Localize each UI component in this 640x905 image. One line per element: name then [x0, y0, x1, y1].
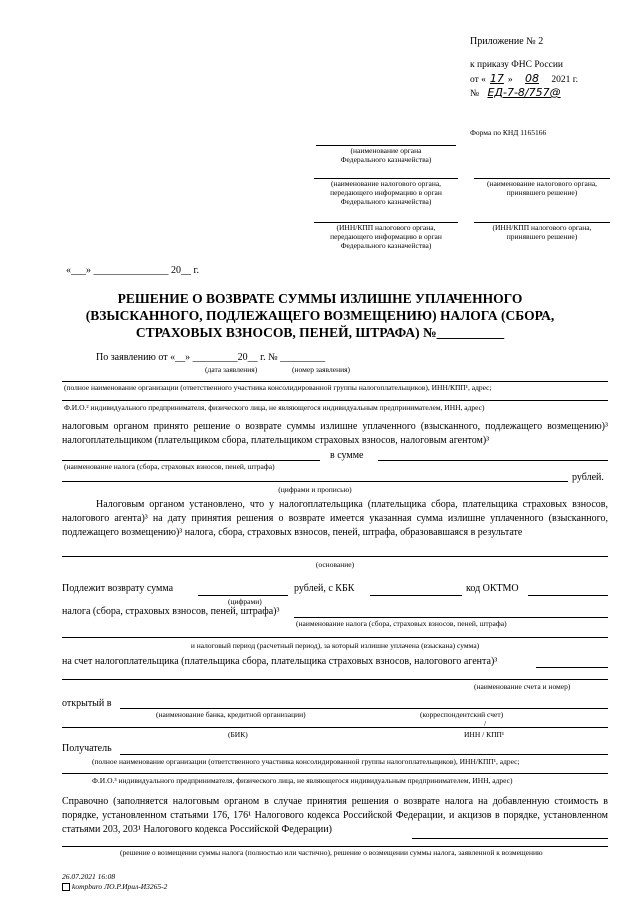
bank-caption: (наименование банка, кредитной организации) [156, 710, 306, 719]
account-line-label: на счет налогоплательщика (плательщика сбора, плательщика страховых взносов, налогового агента)³ [62, 656, 498, 667]
order-line: к приказу ФНС России [470, 60, 563, 70]
bik-caption: (БИК) [228, 730, 248, 739]
oktmo-label: код ОКТМО [466, 583, 519, 594]
tax-name-caption: (наименование налога (сбора, страховых взносов, пеней, штрафа) [64, 462, 275, 471]
period-line [62, 637, 608, 638]
slash: / [484, 719, 487, 728]
bank-line [120, 708, 608, 709]
recipient-line [120, 754, 608, 755]
digits-caption: (цифрами) [228, 597, 262, 606]
rubles-label: рублей. [572, 472, 604, 483]
decision-date: «___» _______________ 20__ г. [66, 265, 199, 276]
tax-name-caption-2: (наименование налога (сбора, страховых взносов, пеней, штрафа) [296, 619, 507, 628]
stamp-date: 26.07.2021 16:08 [62, 872, 116, 881]
digits-words-caption: (цифрами и прописью) [278, 485, 352, 494]
refund-kbk-label: рублей, с КБК [294, 583, 355, 594]
inn-decider-caption: (ИНН/КПП налогового органа, принявшего решение) [492, 223, 592, 241]
application-line: По заявлению от «__» _________20__ г. № _________ [96, 352, 326, 363]
established-paragraph: Налоговым органом установлено, что у налогоплательщика (плательщика сбора, плательщика страховых взносов, налогового агента)³ на дату принятия решения о возврате имеется указанная сумма излишне уплаченного (взысканного, подлежащего возмещению)³ налога, сбора, страховых взносов, пеней, штрафа, образовавшаяся в результате [62, 499, 608, 538]
bottom-caption: (решение о возмещении суммы налога (полностью или частично), решение о возмещении суммы налога, заявленной к возмещению [120, 848, 543, 857]
inn-kpp-caption: ИНН / КПП¹ [464, 730, 505, 739]
recipient-label: Получатель [62, 743, 112, 754]
document-title: РЕШЕНИЕ О ВОЗВРАТЕ СУММЫ ИЗЛИШНЕ УПЛАЧЕННОГО (ВЗЫСКАННОГО, ПОДЛЕЖАЩЕГО ВОЗМЕЩЕНИЮ) НАЛОГА (СБОРА, СТРАХОВЫХ ВЗНОСОВ, ПЕНЕЙ, ШТРАФА) №__________ [85, 291, 555, 340]
form-code: Форма по КНД 1165166 [470, 128, 547, 137]
bik-line [62, 727, 608, 728]
account-line-end [536, 667, 608, 668]
kbk-line [370, 595, 462, 596]
org-line [62, 381, 608, 382]
recipient-fio-caption: Ф.И.О.³ индивидуального предпринимателя, физического лица, не являющегося индивидуальным предпринимателем, ИНН, адрес) [92, 776, 513, 785]
treasury-caption: (наименование органа Федерального казначейства) [340, 146, 432, 164]
reference-paragraph: Справочно (заполняется налоговым органом в случае принятия решения о возврате налога на добавленную стоимость в порядке, установленном статьями 176, 176¹ Налогового кодекса Российской Федерации, и акцизов в порядке, установленном статьями 203, 203¹ Налогового кодекса Российской Федерации) [62, 796, 608, 835]
tax-sender-caption: (наименование налогового органа, передающего информацию в орган Федерального казначейства) [330, 179, 442, 206]
appendix-title: Приложение № 2 [470, 36, 544, 47]
stamp-ref: kompburo ЛО.Р.Ирил-И3265-2 [62, 882, 167, 891]
fio-caption: Ф.И.О.² индивидуального предпринимателя, физического лица, не являющегося индивидуальным предпринимателем, ИНН, адрес) [64, 403, 485, 412]
stamp-icon [62, 883, 70, 891]
decision-paragraph: налоговым органом принято решение о возврате суммы излишне уплаченного (взысканного, подлежащего возмещению)³ налогоплательщиком (плательщиком сбора, плательщиком страховых взносов, налоговым агентом)³ [62, 421, 608, 446]
recipient-org-caption: (полное наименование организации (ответственного участника консолидированной группы налогоплательщиков), ИНН/КПП¹, адрес; [92, 757, 520, 766]
sum-line [378, 460, 608, 461]
recipient-fio-line [62, 773, 608, 774]
account-line [62, 679, 608, 680]
tax-line [294, 617, 608, 618]
period-caption: и налоговый период (расчетный период), за который излишне уплачена (взыскана) сумма) [190, 641, 480, 650]
sum-words-line [62, 481, 568, 482]
basis-caption: (основание) [315, 560, 355, 569]
refund-sum-line [198, 595, 288, 596]
reference-line-1 [412, 838, 608, 839]
tax-name-line [62, 460, 320, 461]
reference-line-2 [62, 846, 608, 847]
basis-line [62, 556, 608, 557]
application-date-caption: (дата заявления) [205, 365, 258, 374]
application-number-caption: (номер заявления) [292, 365, 351, 374]
tax-line-label: налога (сбора, страховых взносов, пеней, штрафа)³ [62, 606, 280, 617]
order-date: от « 17 » 08 2021 г. [470, 72, 578, 85]
org-caption: (полное наименование организации (ответственного участника консолидированной группы налогоплательщиков), ИНН/КПП¹, адрес; [64, 383, 492, 392]
fio-line [62, 400, 608, 401]
inn-sender-caption: (ИНН/КПП налогового органа, передающего информацию в орган Федерального казначейства) [330, 223, 442, 250]
account-caption: (наименование счета и номер) [474, 682, 571, 691]
in-sum-label: в сумме [330, 450, 364, 461]
corr-caption: (корреспондентский счет) [420, 710, 504, 719]
order-number: № ЕД-7-8/757@ [470, 86, 561, 99]
opened-label: открытый в [62, 698, 112, 709]
refund-sum-label: Подлежит возврату сумма [62, 583, 174, 594]
tax-decider-caption: (наименование налогового органа, принявшего решение) [486, 179, 598, 197]
oktmo-line [528, 595, 608, 596]
